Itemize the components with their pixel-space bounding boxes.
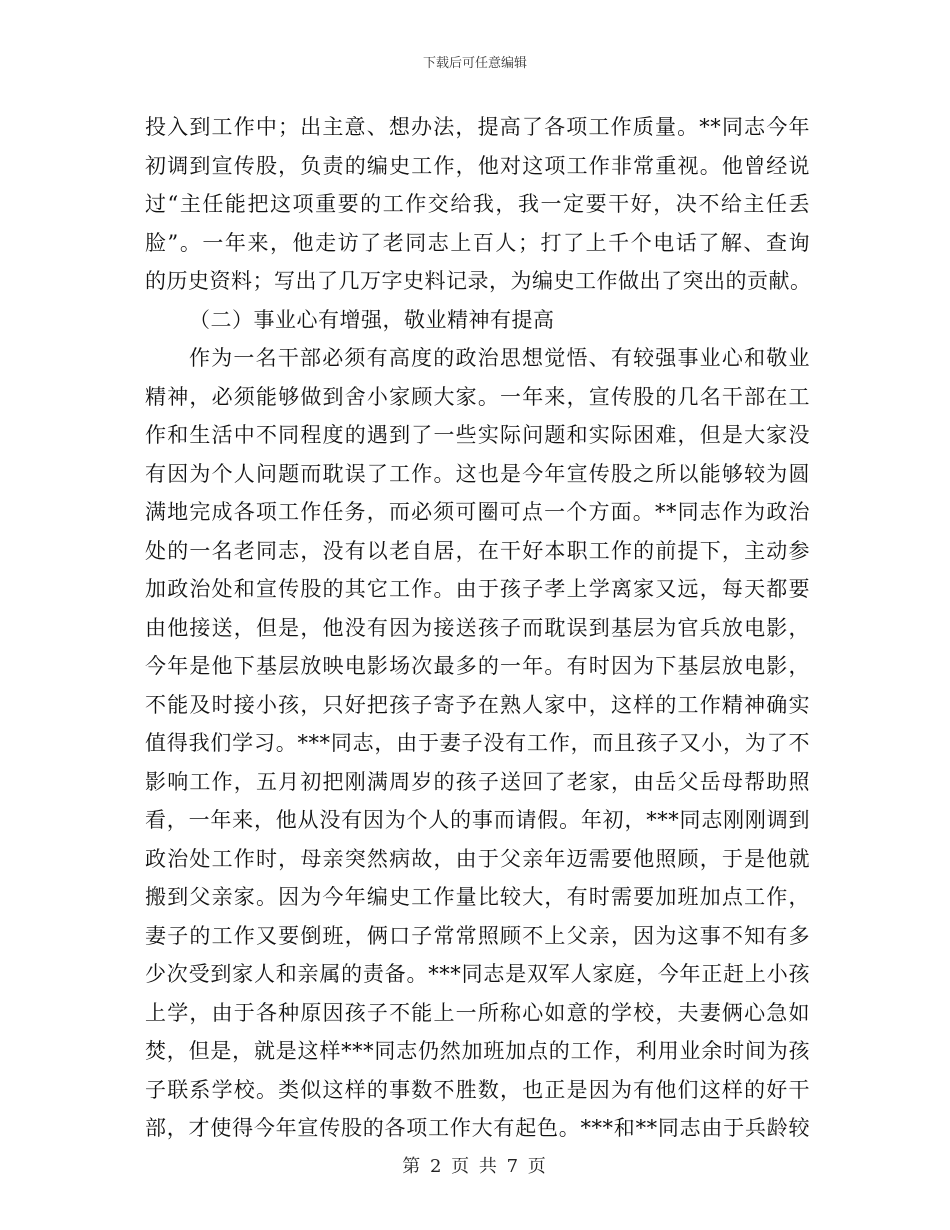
text-line: 初调到宣传股，负责的编史工作，他对这项工作非常重视。他曾经说 (145, 153, 810, 178)
text-line: 上学，由于各种原因孩子不能上一所称心如意的学校，夫妻俩心急如 (145, 1000, 810, 1025)
page-header: 下载后可任意编辑 (422, 56, 527, 71)
text-line: 子联系学校。类似这样的事数不胜数，也正是因为有他们这样的好干 (145, 1077, 810, 1102)
text-line: 看，一年来，他从没有因为个人的事而请假。年初，***同志刚刚调到 (145, 808, 810, 832)
text-line: 作为一名干部必须有高度的政治思想觉悟、有较强事业心和敬业 (189, 346, 810, 370)
text-line: 过“主任能把这项重要的工作交给我，我一定要干好，决不给主任丢 (145, 192, 810, 216)
text-line: 投入到工作中；出主意、想办法，提高了各项工作质量。**同志今年 (145, 115, 810, 139)
text-line: 脸”。一年来，他走访了老同志上百人；打了上千个电话了解、查询 (145, 230, 810, 255)
text-line: 今年是他下基层放映电影场次最多的一年。有时因为下基层放电影， (145, 654, 810, 678)
text-line: 不能及时接小孩，只好把孩子寄予在熟人家中，这样的工作精神确实 (145, 692, 810, 717)
text-line: 的历史资料；写出了几万字史料记录，为编史工作做出了突出的贡献。 (145, 269, 812, 293)
text-line: 满地完成各项工作任务，而必须可圈可点一个方面。**同志作为政治 (145, 500, 810, 524)
text-line: 由他接送，但是，他没有因为接送孩子而耽误到基层为官兵放电影， (145, 615, 810, 640)
text-line: 有因为个人问题而耽误了工作。这也是今年宣传股之所以能够较为圆 (145, 461, 810, 486)
text-line: 部，才使得今年宣传股的各项工作大有起色。***和**同志由于兵龄较 (145, 1116, 810, 1140)
page-footer: 第 2 页 共 7 页 (402, 1156, 548, 1177)
text-line: 处的一名老同志，没有以老自居，在干好本职工作的前提下，主动参 (145, 538, 810, 563)
section-heading: （二）事业心有增强，敬业精神有提高 (189, 307, 555, 332)
text-line: 精神，必须能够做到舍小家顾大家。一年来，宣传股的几名干部在工 (145, 384, 810, 409)
text-line: 值得我们学习。***同志，由于妻子没有工作，而且孩子又小，为了不 (145, 731, 810, 755)
text-line: 作和生活中不同程度的遇到了一些实际问题和实际困难，但是大家没 (145, 423, 810, 447)
text-line: 搬到父亲家。因为今年编史工作量比较大，有时需要加班加点工作， (145, 885, 810, 909)
text-line: 加政治处和宣传股的其它工作。由于孩子孝上学离家又远，每天都要 (145, 577, 810, 601)
text-line: 少次受到家人和亲属的责备。***同志是双军人家庭，今年正赶上小孩 (145, 962, 810, 986)
text-line: 影响工作，五月初把刚满周岁的孩子送回了老家，由岳父岳母帮助照 (145, 769, 810, 794)
text-line: 焚，但是，就是这样***同志仍然加班加点的工作，利用业余时间为孩 (145, 1039, 810, 1063)
document-body (145, 108, 810, 1148)
text-line: 妻子的工作又要倒班，俩口子常常照顾不上父亲，因为这事不知有多 (145, 923, 810, 948)
text-line: 政治处工作时，母亲突然病故，由于父亲年迈需要他照顾，于是他就 (145, 846, 810, 871)
